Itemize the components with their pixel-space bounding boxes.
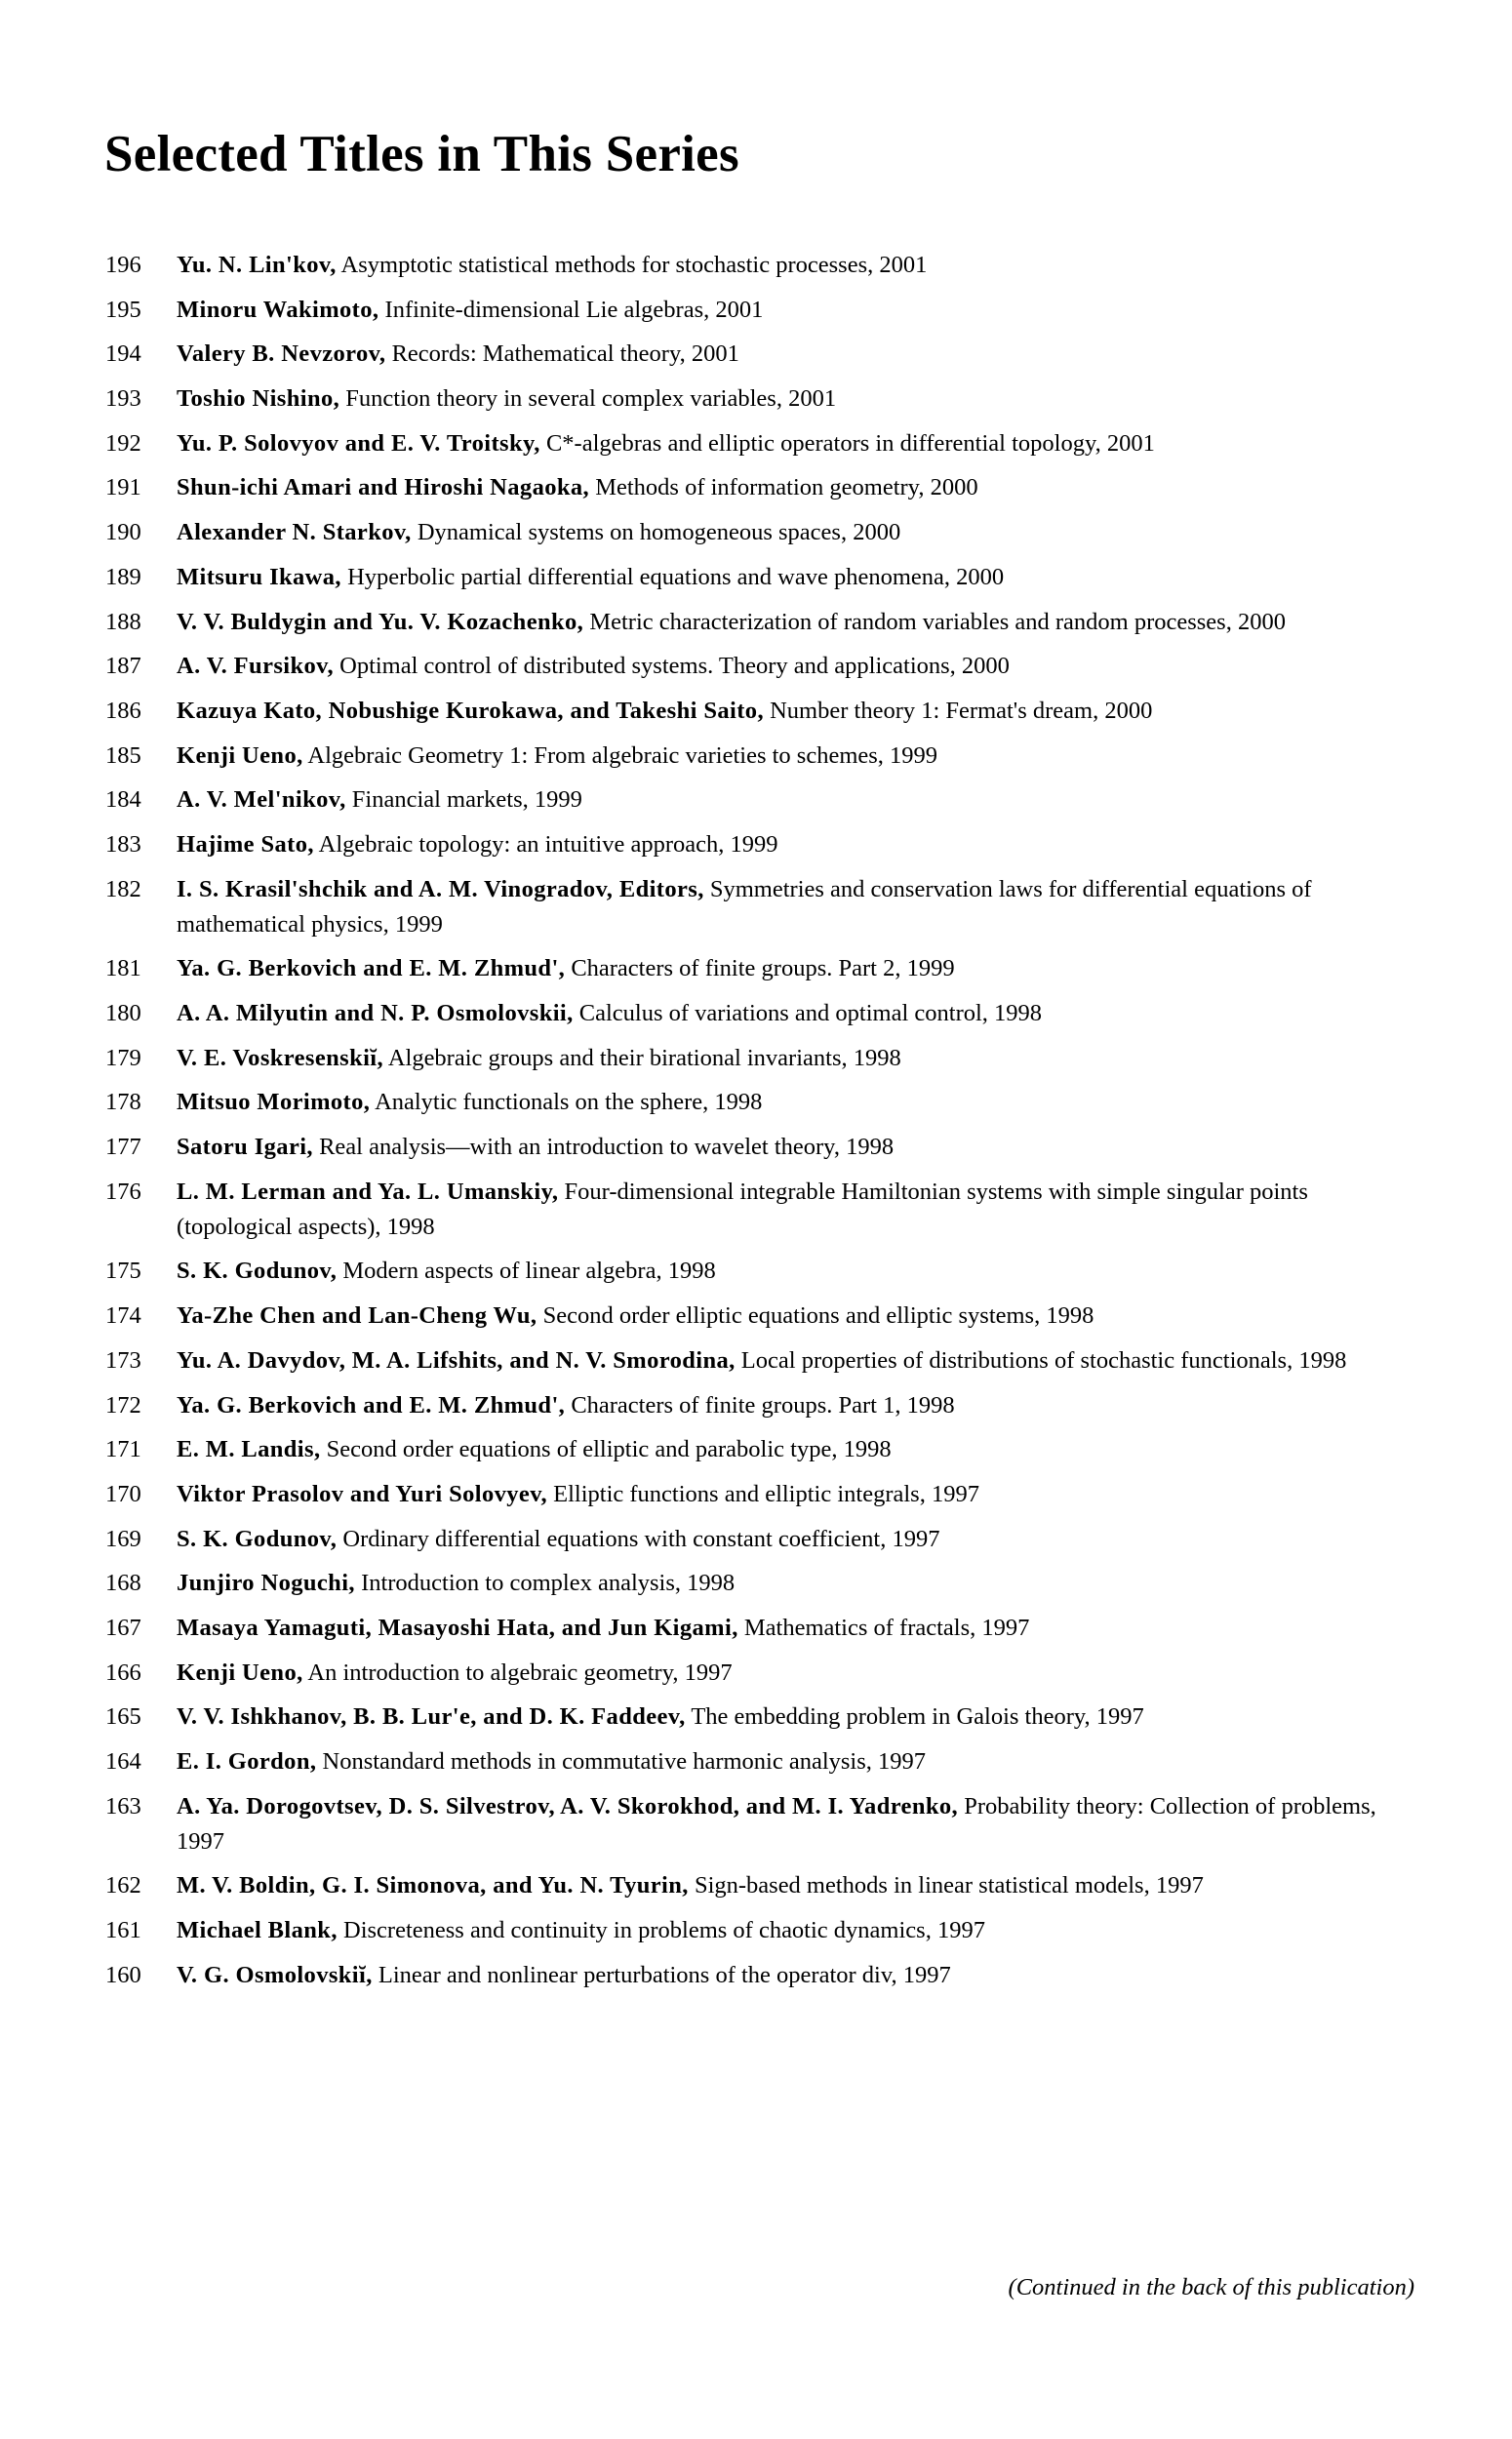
volume-number: 194 [105,340,141,368]
entry-title: Real analysis—with an introduction to wavelet theory, 1998 [319,1134,895,1161]
series-entry [105,1868,1417,1903]
volume-number: 184 [105,786,141,814]
entry-title: Asymptotic statistical methods for stochastic processes, 2001 [340,252,928,278]
volume-number: 179 [105,1044,141,1071]
volume-number: 169 [105,1525,141,1552]
entry-text [177,1522,1417,1557]
entry-authors: Kazuya Kato, Nobushige Kurokawa, and Takeshi Saito, [177,697,764,724]
entry-authors: A. Ya. Dorogovtsev, D. S. Silvestrov, A. V. Skorokhod, and M. I. Yadrenko, [177,1792,959,1819]
entry-authors: M. V. Boldin, G. I. Simonova, and Yu. N. Tyurin, [177,1872,689,1899]
entry-title: C*-algebras and elliptic operators in differential topology, 2001 [545,429,1155,457]
series-entry [105,248,1417,283]
entry-text [177,1041,1417,1076]
entry-title: Second order elliptic equations and elliptic systems, 1998 [542,1302,1094,1330]
series-entry [105,1254,1417,1289]
entry-title: Metric characterization of random variables and random processes, 2000 [589,608,1286,635]
volume-number: 168 [105,1570,141,1597]
entry-text [177,694,1417,729]
series-entry [105,1958,1417,1993]
entry-text [177,1566,1417,1601]
entry-title: Ordinary differential equations with constant coefficient, 1997 [342,1525,940,1552]
series-entry [105,1085,1417,1120]
entry-text [177,782,1417,818]
entry-authors: S. K. Godunov, [177,1258,338,1285]
series-entry [105,951,1417,986]
entry-title: Number theory 1: Fermat's dream, 2000 [770,697,1153,724]
volume-number: 187 [105,653,141,680]
series-entry [105,872,1417,942]
series-entry [105,1299,1417,1334]
entry-text [177,649,1417,684]
series-entry [105,827,1417,862]
entry-title: Records: Mathematical theory, 2001 [391,340,739,368]
entry-authors: Kenji Ueno, [177,1659,303,1686]
entry-title: Algebraic topology: an intuitive approach, 1999 [318,830,778,858]
entry-text [177,1789,1417,1859]
entry-text [177,1085,1417,1120]
volume-number: 164 [105,1748,141,1775]
entry-text [177,951,1417,986]
volume-number: 178 [105,1089,141,1116]
entry-title: Modern aspects of linear algebra, 1998 [342,1258,716,1285]
series-title-list [105,248,1417,2002]
entry-title: Calculus of variations and optimal control, 1998 [578,1000,1043,1026]
series-entry [105,381,1417,417]
volume-number: 160 [105,1961,141,1988]
entry-title: Symmetries and conservation laws for differential equations of mathematical physics, 1999 [177,875,1312,938]
series-entry [105,1175,1417,1245]
entry-text [177,1477,1417,1512]
entry-authors: Yu. N. Lin'kov, [177,252,337,278]
entry-authors: V. G. Osmolovskiĭ, [177,1961,373,1988]
entry-text [177,1432,1417,1467]
entry-title: Elliptic functions and elliptic integrals, 1997 [553,1480,979,1507]
continued-note: (Continued in the back of this publication) [1008,2274,1414,2300]
volume-number: 193 [105,385,141,413]
entry-text [177,515,1417,550]
entry-authors: V. V. Ishkhanov, B. B. Lur'e, and D. K. Faddeev, [177,1703,686,1731]
entry-authors: E. I. Gordon, [177,1748,317,1775]
series-entry [105,1522,1417,1557]
entry-text [177,1744,1417,1779]
volume-number: 180 [105,1000,141,1026]
entry-authors: Yu. P. Solovyov and E. V. Troitsky, [177,429,540,457]
series-entry [105,1566,1417,1601]
entry-authors: Minoru Wakimoto, [177,296,379,323]
entry-title: Dynamical systems on homogeneous spaces, 2000 [417,519,901,546]
entry-title: Discreteness and continuity in problems of chaotic dynamics, 1997 [343,1917,985,1944]
entry-authors: Mitsuru Ikawa, [177,563,341,590]
entry-text [177,996,1417,1031]
entry-authors: Kenji Ueno, [177,741,303,769]
entry-authors: E. M. Landis, [177,1436,321,1463]
entry-title: Sign-based methods in linear statistical models, 1997 [694,1872,1204,1899]
entry-text [177,293,1417,328]
entry-authors: A. V. Mel'nikov, [177,786,346,814]
series-entry [105,1130,1417,1165]
entry-text [177,1343,1417,1379]
entry-text [177,1656,1417,1691]
entry-authors: V. E. Voskresenskiĭ, [177,1044,384,1071]
volume-number: 185 [105,741,141,769]
series-entry [105,1656,1417,1691]
entry-title: Four-dimensional integrable Hamiltonian systems with simple singular points (topological aspects), 1998 [177,1178,1308,1240]
entry-text [177,1175,1417,1245]
volume-number: 176 [105,1178,141,1205]
volume-number: 183 [105,830,141,858]
series-entry [105,1477,1417,1512]
entry-authors: Hajime Sato, [177,830,314,858]
entry-authors: S. K. Godunov, [177,1525,338,1552]
entry-title: Function theory in several complex variables, 2001 [345,385,837,413]
volume-number: 181 [105,955,141,982]
entry-text [177,1130,1417,1165]
volume-number: 182 [105,875,141,902]
entry-authors: Ya-Zhe Chen and Lan-Cheng Wu, [177,1302,537,1330]
entry-text [177,470,1417,505]
entry-title: Probability theory: Collection of problems, 1997 [177,1792,1376,1855]
entry-authors: Michael Blank, [177,1917,338,1944]
volume-number: 196 [105,252,141,278]
series-entry [105,782,1417,818]
series-entry [105,1789,1417,1859]
series-entry [105,515,1417,550]
entry-title: Linear and nonlinear perturbations of the operator div, 1997 [378,1961,951,1988]
volume-number: 171 [105,1436,141,1463]
series-entry [105,1611,1417,1646]
entry-authors: Yu. A. Davydov, M. A. Lifshits, and N. V. Smorodina, [177,1346,736,1374]
series-entry [105,1388,1417,1423]
entry-title: Analytic functionals on the sphere, 1998 [375,1089,763,1116]
entry-title: Nonstandard methods in commutative harmonic analysis, 1997 [322,1748,927,1775]
volume-number: 192 [105,429,141,457]
entry-title: An introduction to algebraic geometry, 1997 [307,1659,733,1686]
series-entry [105,605,1417,640]
series-entry [105,1699,1417,1735]
entry-title: Algebraic Geometry 1: From algebraic varieties to schemes, 1999 [307,741,938,769]
entry-title: Second order equations of elliptic and parabolic type, 1998 [326,1436,892,1463]
entry-authors: Shun-ichi Amari and Hiroshi Nagaoka, [177,474,590,501]
volume-number: 186 [105,697,141,724]
entry-title: Introduction to complex analysis, 1998 [361,1570,736,1597]
volume-number: 170 [105,1480,141,1507]
volume-number: 162 [105,1872,141,1899]
entry-title: Hyperbolic partial differential equations and wave phenomena, 2000 [347,563,1005,590]
entry-authors: Masaya Yamaguti, Masayoshi Hata, and Jun Kigami, [177,1614,738,1641]
volume-number: 175 [105,1258,141,1285]
entry-text [177,827,1417,862]
entry-text [177,872,1417,942]
volume-number: 173 [105,1346,141,1374]
entry-title: Local properties of distributions of stochastic functionals, 1998 [740,1346,1347,1374]
volume-number: 190 [105,519,141,546]
entry-title: Methods of information geometry, 2000 [595,474,978,501]
volume-number: 166 [105,1659,141,1686]
series-entry [105,1041,1417,1076]
entry-authors: Viktor Prasolov and Yuri Solovyev, [177,1480,548,1507]
entry-text [177,1299,1417,1334]
series-entry [105,1913,1417,1948]
series-entry [105,426,1417,461]
entry-text [177,1913,1417,1948]
volume-number: 174 [105,1302,141,1330]
entry-title: The embedding problem in Galois theory, 1997 [691,1703,1144,1731]
entry-text [177,1958,1417,1993]
entry-authors: L. M. Lerman and Ya. L. Umanskiy, [177,1178,559,1205]
entry-text [177,1611,1417,1646]
volume-number: 195 [105,296,141,323]
volume-number: 177 [105,1134,141,1161]
series-entry [105,1343,1417,1379]
series-entry [105,694,1417,729]
series-entry [105,649,1417,684]
entry-title: Algebraic groups and their birational invariants, 1998 [387,1044,901,1071]
entry-authors: V. V. Buldygin and Yu. V. Kozachenko, [177,608,584,635]
series-entry [105,560,1417,595]
volume-number: 188 [105,608,141,635]
entry-authors: I. S. Krasil'shchik and A. M. Vinogradov, Editors, [177,875,704,902]
series-entry [105,1432,1417,1467]
entry-title: Financial markets, 1999 [351,786,582,814]
entry-authors: A. V. Fursikov, [177,653,334,680]
entry-text [177,381,1417,417]
entry-title: Optimal control of distributed systems. Theory and applications, 2000 [339,653,1010,680]
entry-text [177,560,1417,595]
entry-title: Characters of finite groups. Part 2, 1999 [571,955,955,982]
entry-authors: Satoru Igari, [177,1134,313,1161]
entry-text [177,1254,1417,1289]
entry-text [177,248,1417,283]
entry-authors: A. A. Milyutin and N. P. Osmolovskii, [177,1000,574,1026]
series-entry [105,996,1417,1031]
series-entry [105,739,1417,774]
volume-number: 167 [105,1614,141,1641]
series-entry [105,337,1417,372]
volume-number: 189 [105,563,141,590]
volume-number: 165 [105,1703,141,1731]
entry-text [177,1388,1417,1423]
page-title: Selected Titles in This Series [104,126,739,182]
series-entry [105,470,1417,505]
entry-authors: Toshio Nishino, [177,385,340,413]
series-entry [105,1744,1417,1779]
entry-text [177,337,1417,372]
volume-number: 172 [105,1391,141,1419]
series-entry [105,293,1417,328]
volume-number: 191 [105,474,141,501]
entry-title: Mathematics of fractals, 1997 [743,1614,1030,1641]
entry-text [177,605,1417,640]
entry-text [177,1699,1417,1735]
entry-title: Characters of finite groups. Part 1, 1998 [571,1391,955,1419]
entry-authors: Mitsuo Morimoto, [177,1089,371,1116]
entry-authors: Valery B. Nevzorov, [177,340,386,368]
entry-text [177,426,1417,461]
entry-authors: Ya. G. Berkovich and E. M. Zhmud', [177,955,566,982]
entry-authors: Alexander N. Starkov, [177,519,412,546]
entry-title: Infinite-dimensional Lie algebras, 2001 [384,296,764,323]
entry-authors: Junjiro Noguchi, [177,1570,355,1597]
volume-number: 161 [105,1917,141,1944]
entry-text [177,739,1417,774]
entry-text [177,1868,1417,1903]
entry-authors: Ya. G. Berkovich and E. M. Zhmud', [177,1391,566,1419]
volume-number: 163 [105,1792,141,1819]
